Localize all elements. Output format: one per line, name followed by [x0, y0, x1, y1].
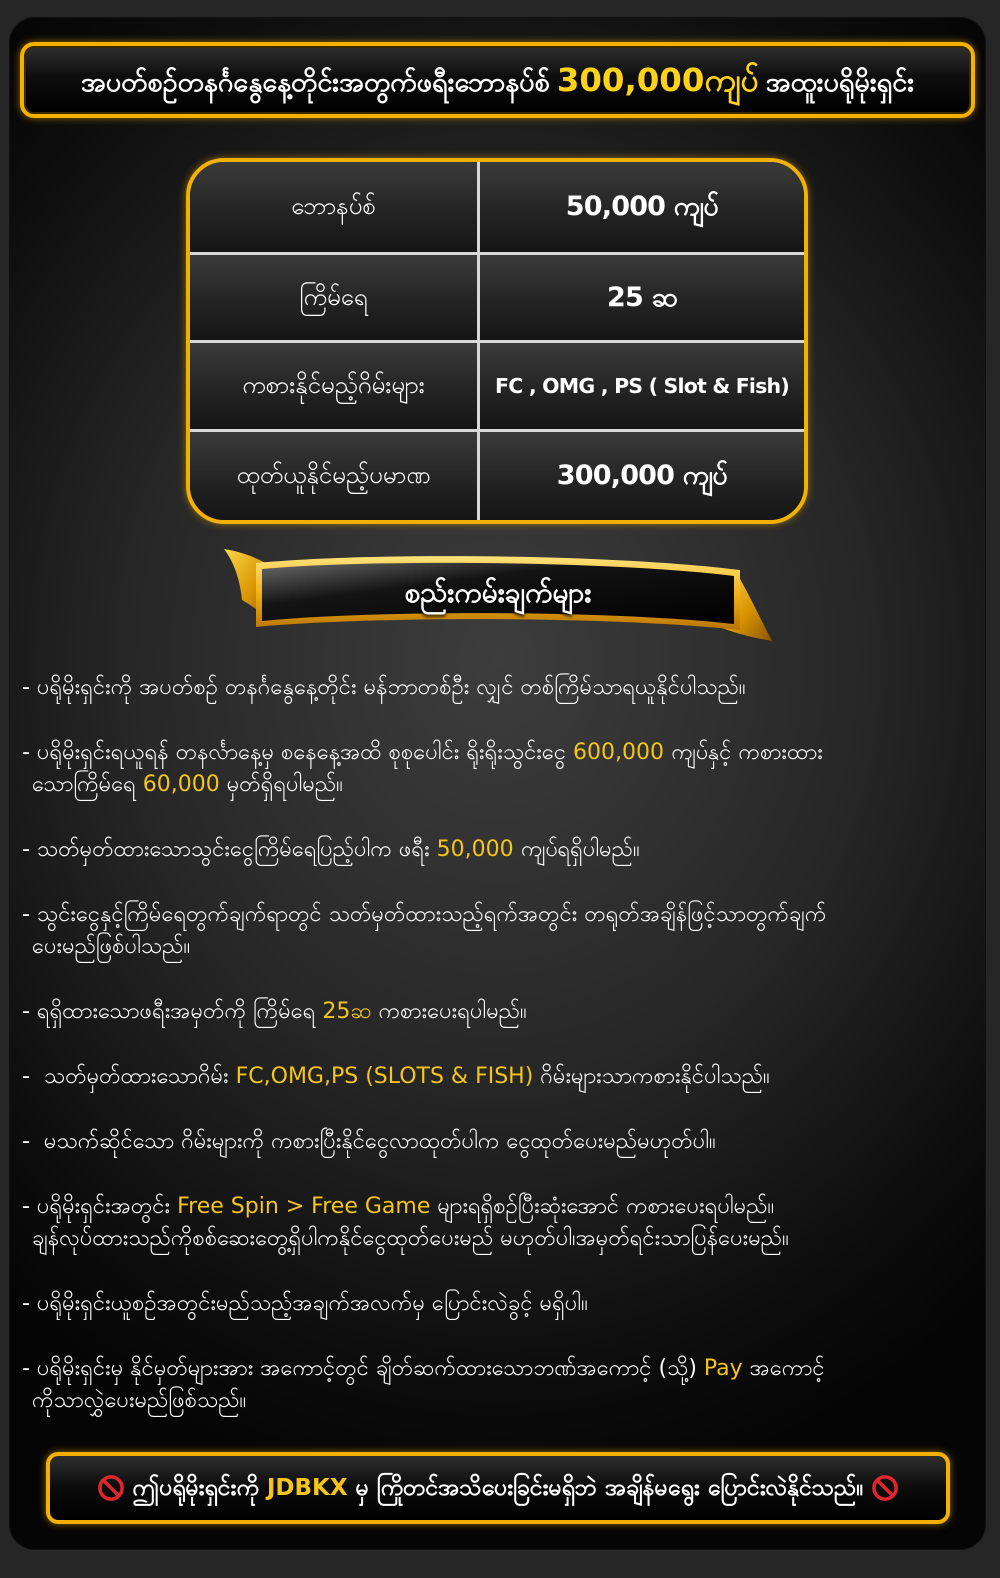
rule-highlight: Pay [703, 1356, 743, 1381]
rule-text: - ပရိုမိုးရှင်းကို အပတ်စဉ် တနင်္ဂနွေနေ့တိုင်း မန်ဘာတစ်ဦး လျှင် တစ်ကြိမ်သာရယူနိုင်ပါသည်။ [22, 675, 746, 700]
rules-heading-ribbon [222, 546, 774, 644]
rule-item [22, 1353, 978, 1417]
rule-text: မှတ်ရှိရပါမည်။ [219, 772, 343, 797]
rule-item [22, 1061, 978, 1093]
rule-line [22, 834, 978, 866]
promo-title-amount: 300,000ကျပ် [556, 60, 759, 99]
rule-line [22, 769, 978, 801]
rule-line [22, 672, 978, 704]
promo-summary-table [186, 158, 808, 524]
games-label: ကစားနိုင်မည့်ဂိမ်းများ [242, 371, 425, 400]
rule-item [22, 1126, 978, 1158]
rule-text: သောကြိမ်ရေ [32, 772, 143, 797]
rule-line [22, 1223, 978, 1255]
rule-line [22, 1191, 978, 1223]
rule-text: - ပရိုမိုးရှင်းရယူရန် တနင်္လာနေ့မှ စနေနေ့အထိ စုစုပေါင်း ရိုးရိုးသွင်းငွေ [22, 740, 574, 765]
max-withdraw-label: ထုတ်ယူနိုင်မည့်ပမာဏ [236, 461, 431, 490]
rule-line [22, 996, 978, 1028]
rule-item [22, 834, 978, 866]
notice-text [133, 1472, 864, 1504]
rule-text: - သွင်းငွေနှင့်ကြိမ်ရေတွက်ချက်ရာတွင် သတ်မှတ်ထားသည့်ရက်အတွင်း တရုတ်အချိန်ဖြင့်သာတွက်ချက် [22, 902, 827, 927]
rule-line [22, 931, 978, 963]
rule-item [22, 899, 978, 963]
rule-line [22, 1385, 978, 1417]
rule-highlight: Free Spin > Free Game [177, 1194, 431, 1219]
rule-highlight: 50,000 [436, 837, 514, 862]
rule-text: ချန်လုပ်ထားသည်ကိုစစ်ဆေးတွေ့ရှိပါကနိုင်ငွေထုတ်ပေးမည် မဟုတ်ပါ၊အမှတ်ရင်းသာပြန်ပေးမည်။ [32, 1226, 789, 1251]
rule-item [22, 1191, 978, 1255]
notice-text-end: မှ ကြိုတင်အသိပေးခြင်းမရှိဘဲ အချိန်မရွေး ပြောင်းလဲနိုင်သည်။ [347, 1474, 864, 1501]
max-withdraw-value: 300,000 ကျပ် [556, 460, 728, 492]
table-label-cell [190, 255, 480, 343]
table-label-cell [190, 343, 480, 432]
turnover-label: ကြိမ်ရေ [299, 282, 368, 311]
promo-title [42, 59, 953, 101]
rules-heading: စည်းကမ်းချက်များ [404, 576, 592, 609]
rule-item [22, 996, 978, 1028]
table-value-cell [480, 343, 804, 432]
rule-item [22, 1288, 978, 1320]
rules-list [22, 672, 978, 1417]
bonus-label: ဘောနပ်စ် [291, 192, 376, 221]
rule-text: အကောင့် [742, 1356, 825, 1381]
promo-title-banner [20, 42, 975, 118]
rule-text: - သတ်မှတ်ထားသောသွင်းငွေကြိမ်ရေပြည့်ပါက ဖရီး [22, 837, 437, 862]
games-value: FC , OMG , PS ( Slot & Fish) [495, 373, 789, 398]
promo-title-text: အပတ်စဉ်တနင်္ဂနွေနေ့တိုင်းအတွက်ဖရီးဘောနပ်စ် [80, 66, 550, 98]
rule-text: - ရရှိထားသောဖရီးအမှတ်ကို ကြိမ်ရေ [22, 999, 323, 1024]
bonus-value: 50,000 ကျပ် [565, 191, 719, 223]
rule-line [22, 1353, 978, 1385]
rule-highlight: 25ဆ [322, 999, 372, 1024]
rule-text: ကျပ်နှင့် ကစားထား [664, 740, 823, 765]
rule-line [22, 1288, 978, 1320]
brand-name: JDBKX [266, 1474, 348, 1501]
rule-text: - သတ်မှတ်ထားသောဂိမ်း [22, 1064, 236, 1089]
turnover-value: 25 ဆ [607, 281, 677, 313]
rule-text: ကျပ်ရရှိပါမည်။ [513, 837, 640, 862]
table-label-cell [190, 162, 480, 255]
rule-text: ကစားပေးရပါမည်။ [371, 999, 527, 1024]
rule-text: ပေးမည်ဖြစ်ပါသည်။ [32, 934, 191, 959]
table-value-cell [480, 162, 804, 255]
table-label-cell [190, 432, 480, 520]
table-value-cell [480, 432, 804, 520]
rule-line [22, 899, 978, 931]
rule-highlight: 60,000 [142, 772, 220, 797]
prohibited-icon [871, 1474, 899, 1502]
table-value-cell [480, 255, 804, 343]
rule-text: - မသက်ဆိုင်သော ဂိမ်းများကို ကစားပြီးနိုင်ငွေလာထုတ်ပါက ငွေထုတ်ပေးမည်မဟုတ်ပါ။ [22, 1129, 716, 1154]
rule-text: များရရှိစဉ်ပြီးဆုံးအောင် ကစားပေးရပါမည်။ [430, 1194, 775, 1219]
rule-line [22, 1126, 978, 1158]
rule-text: ဂိမ်းများသာကစားနိုင်ပါသည်။ [533, 1064, 770, 1089]
rule-highlight: FC,OMG,PS (SLOTS & FISH) [235, 1064, 534, 1089]
rule-item [22, 737, 978, 801]
prohibited-icon [97, 1474, 125, 1502]
rule-line [22, 1061, 978, 1093]
rule-item [22, 672, 978, 704]
rule-text: - ပရိုမိုးရှင်းယူစဉ်အတွင်းမည်သည့်အချက်အလက်မှ ပြောင်းလဲခွင့် မရှိပါ။ [22, 1291, 588, 1316]
rule-text: ကိုသာလွှဲပေးမည်ဖြစ်သည်။ [32, 1388, 247, 1413]
notice-banner [46, 1452, 950, 1524]
rule-text: - ပရိုမိုးရှင်းမှ နိုင်မှတ်များအား အကောင့်တွင် ချိတ်ဆက်ထားသောဘဏ်အကောင့် (သို့) [22, 1356, 704, 1381]
rule-highlight: 600,000 [573, 740, 665, 765]
promo-title-suffix: အထူးပရိုမိုးရှင်း [765, 66, 915, 98]
rule-text: - ပရိုမိုးရှင်းအတွင်း [22, 1194, 178, 1219]
rule-line [22, 737, 978, 769]
notice-text-start: ဤပရိုမိုးရှင်းကို [132, 1474, 267, 1501]
